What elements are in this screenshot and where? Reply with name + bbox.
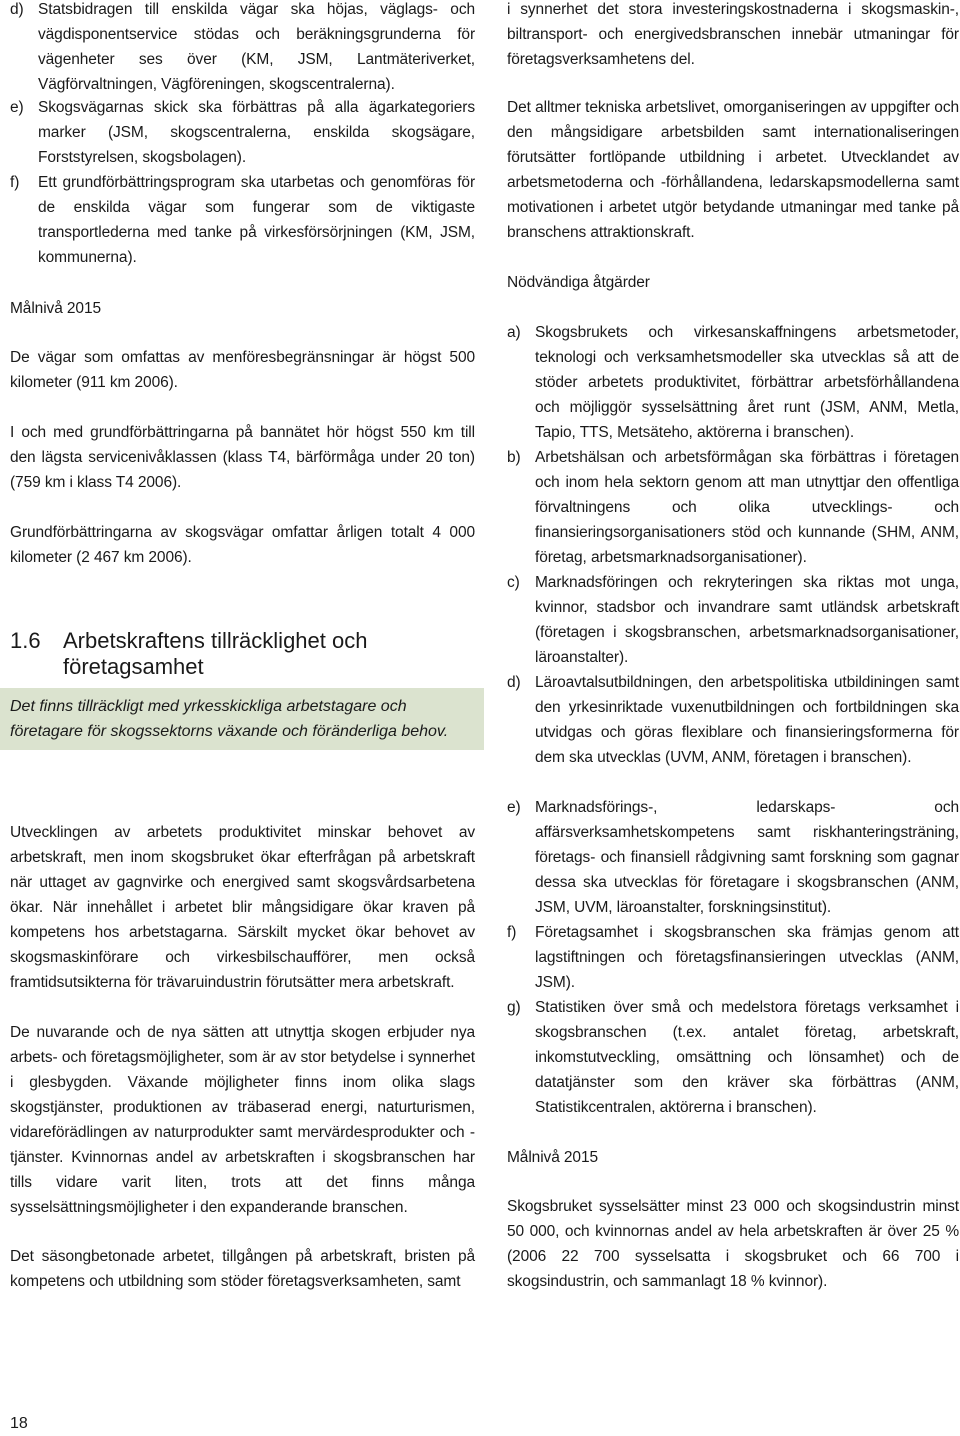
paragraph: Utvecklingen av arbetets produktivitet minskar behovet av arbetskraft, men inom skogsbruket ökar efterfrågan på arbetskraft när uttaget av gagnvirke och energived samt skogsvårdsarbetena ökar. När innehållet i arbetet blir mångsidigare ökar kraven på kompetens hos arbetstagarna. Särskilt mycket ökar behovet av skogsmaskinförare och virkesbilschaufförer, men också framtidsutsikterna för trävaruindustrin förutsätter mera arbetskraft. [10, 824, 475, 991]
paragraph: Grundförbättringarna av skogsvägar omfattar årligen totalt 4 000 kilometer (2 467 km 2006). [10, 524, 475, 566]
list-label: g) [507, 999, 521, 1016]
list-label: a) [507, 324, 521, 341]
list-item-g [507, 995, 959, 1120]
list-item-b [507, 445, 959, 570]
list-item-e [10, 95, 475, 170]
list-text: Arbetshälsan och arbetsförmågan ska förbättras i företagen och inom hela sektorn genom att man utnyttjar den offentliga förvaltningens och olika utvecklings- och finansieringsorganisationers stöd och kunnande (SHM, ANM, företag, arbetsmarknadsorganisationer). [535, 449, 959, 566]
paragraph: Det alltmer tekniska arbetslivet, omorganiseringen av uppgifter och den mångsidigare arbetsbilden samt internationaliseringen förutsätter fortlöpande utbildning i arbetet. Utvecklandet av arbetsmetoderna och -förhållandena, ledarskapsmodellerna samt motivationen i arbetet utgör betydande utmaningar med tanke på branschens attraktionskraft. [507, 99, 959, 241]
target-heading: Målnivå 2015 [507, 1149, 598, 1166]
list-text: Statsbidragen till enskilda vägar ska höjas, väglags- och vägdisponentservice stödas och beräkningsgrunderna för vägenheter ses över (KM, JSM, Lantmäteriverket, Vägförvaltningen, Vägföreningen, skogscentralerna). [38, 1, 475, 93]
callout-text: Det finns tillräckligt med yrkesskickliga arbetstagare och företagare för skogssektorns växande och föränderliga behov. [10, 698, 449, 740]
paragraph: I och med grundförbättringarna på bannätet hör högst 550 km till den lägsta servicenivåklassen (klass T4, bärförmåga under 20 ton) (759 km i klass T4 2006). [10, 424, 475, 491]
paragraph: De vägar som omfattas av menföresbegränsningar är högst 500 kilometer (911 km 2006). [10, 349, 475, 391]
list-item-e [507, 795, 959, 920]
paragraph: Skogsbruket sysselsätter minst 23 000 och skogsindustrin minst 50 000, och kvinnornas andel av hela arbetskraften är över 25 % (2006 22 700 sysselsatta i skogsbruket och 66 700 i skogsindustrin, och sammanlagt 18 % kvinnor). [507, 1198, 959, 1290]
list-text: Marknadsföringen och rekryteringen ska riktas mot unga, kvinnor, stadsbor och invandrare samt utländsk arbetskraft (företagen i skogsbranschen, arbetsmarknadsorganisationer, läroanstalter). [535, 574, 959, 666]
list-label: e) [507, 799, 521, 816]
list-text: Företagsamhet i skogsbranschen ska främjas genom att lagstiftningen och företagsfinansieringen utvecklas (ANM, JSM). [535, 924, 959, 991]
paragraph: Det säsongbetonade arbetet, tillgången på arbetskraft, bristen på kompetens och utbildning som stöder företagsverksamheten, samt [10, 1248, 475, 1290]
section-title: Arbetskraftens tillräcklighet och företagsamhet [63, 628, 368, 679]
list-label: d) [10, 1, 24, 18]
list-text: Ett grundförbättringsprogram ska utarbetas och genomföras för de enskilda vägar som fungerar som de viktigaste transportlederna med tanke på virkesförsörjningen (KM, JSM, kommunerna). [38, 174, 475, 266]
callout-box [0, 688, 484, 750]
list-item-c [507, 570, 959, 670]
actions-heading: Nödvändiga åtgärder [507, 274, 650, 291]
list-item-f [507, 920, 959, 995]
paragraph: i synnerhet det stora investeringskostnaderna i skogsmaskin-, biltransport- och energivedsbranschen innebär utmaningar för företagsverksamhetens del. [507, 1, 959, 68]
list-item-d [10, 0, 475, 97]
page-number: 18 [10, 1415, 28, 1432]
section-number: 1.6 [10, 628, 41, 653]
target-heading: Målnivå 2015 [10, 300, 101, 317]
list-label: f) [507, 924, 517, 941]
list-text: Statistiken över små och medelstora företags verksamhet i skogsbranschen (t.ex. antalet företag, arbetskraft, inkomstutveckling, omsättning och lönsamhet) och de datatjänster som den kräver ska förbättras (ANM, Statistikcentralen, aktörerna i branschen). [535, 999, 959, 1116]
list-label: e) [10, 99, 24, 116]
list-label: b) [507, 449, 521, 466]
list-label: c) [507, 574, 520, 591]
list-label: d) [507, 674, 521, 691]
list-item-a [507, 320, 959, 445]
list-text: Skogsbrukets och virkesanskaffningens arbetsmetoder, teknologi och verksamhetsmodeller ska utvecklas så att de stöder arbetets produktivitet, förbättrar arbetsförhållandena och möjliggör sysselsättning året runt (JSM, ANM, Metla, Tapio, TTS, Metsäteho, aktörerna i branschen). [535, 324, 959, 441]
list-label: f) [10, 174, 20, 191]
list-text: Skogsvägarnas skick ska förbättras på alla ägarkategoriers marker (JSM, skogscentralerna, enskilda skogsägare, Forststyrelsen, skogsbolagen). [38, 99, 475, 166]
list-item-d [507, 670, 959, 770]
section-heading [10, 628, 475, 680]
paragraph: De nuvarande och de nya sätten att utnyttja skogen erbjuder nya arbets- och företagsmöjligheter, som är av stor betydelse i synnerhet i glesbygden. Växande möjligheter finns inom olika slags skogstjänster, produktionen av träbaserad energi, naturturismen, vidareförädlingen av naturprodukter samt mervärdesprodukter och -tjänster. Kvinnornas andel av arbetskraften i skogsbranschen har tills vidare varit liten, trots att det finns många sysselsättningsmöjligheter i den expanderande branschen. [10, 1024, 475, 1216]
list-text: Marknadsförings-, ledarskaps- och affärsverksamhetskompetens samt riskhanteringsträning, företags- och finansiell rådgivning samt forskning som gagnar dessa ska utvecklas för företagare i skogsbranschen (ANM, JSM, UVM, läroanstalter, forskningsinstitut). [535, 799, 959, 916]
list-text: Läroavtalsutbildningen, den arbetspolitiska utbildiningen samt den yrkesinriktade vuxenutbildningen och fortbildningen ska utvidgas och göras flexiblare och finansieringsformerna för dem ska utvecklas (UVM, ANM, företagen i branschen). [535, 674, 959, 766]
list-item-f [10, 170, 475, 270]
